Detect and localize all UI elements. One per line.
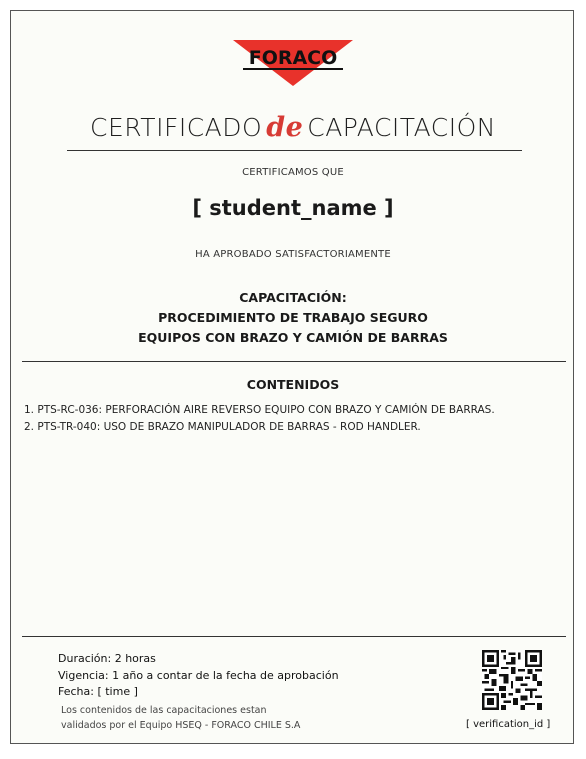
title-part2: CAPACITACIÓN (307, 113, 496, 142)
validity-text: Vigencia: 1 año a contar de la fecha de aprobación (58, 668, 339, 682)
date-text: Fecha: [ time ] (58, 685, 138, 698)
list-item: 1. PTS-RC-036: PERFORACIÓN AIRE REVERSO EQUIPO CON BRAZO Y CAMIÓN DE BARRAS. (24, 404, 495, 416)
course-line1: CAPACITACIÓN: (239, 290, 347, 305)
qr-code-icon (482, 650, 542, 710)
duration-text: Duración: 2 horas (58, 652, 156, 665)
section-divider (22, 361, 566, 362)
validation-note (61, 703, 300, 733)
logo-text: FORACO (248, 47, 338, 69)
list-item: 2. PTS-TR-040: USO DE BRAZO MANIPULADOR DE BARRAS - ROD HANDLER. (24, 421, 421, 433)
course-line2: PROCEDIMIENTO DE TRABAJO SEGURO (158, 310, 428, 325)
footer-info (58, 651, 339, 701)
title-underline (67, 150, 522, 151)
note-line1: Los contenidos de las capacitaciones estan (61, 705, 267, 716)
course-title (0, 288, 586, 348)
footer-divider (22, 636, 566, 637)
note-line2: validados por el Equipo HSEQ - FORACO CHILE S.A (61, 720, 301, 731)
verification-id: [ verification_id ] (466, 719, 551, 730)
certify-text: CERTIFICAMOS QUE (242, 167, 344, 178)
title-part1: CERTIFICADO (90, 113, 263, 142)
course-line3: EQUIPOS CON BRAZO Y CAMIÓN DE BARRAS (138, 330, 448, 345)
title-de: de (266, 112, 304, 143)
certificate-title (0, 112, 586, 143)
approved-text: HA APROBADO SATISFACTORIAMENTE (195, 249, 391, 260)
student-name: [ student_name ] (192, 196, 394, 220)
contents-heading: CONTENIDOS (246, 377, 340, 392)
foraco-logo (233, 40, 353, 86)
contents-list (24, 402, 495, 436)
